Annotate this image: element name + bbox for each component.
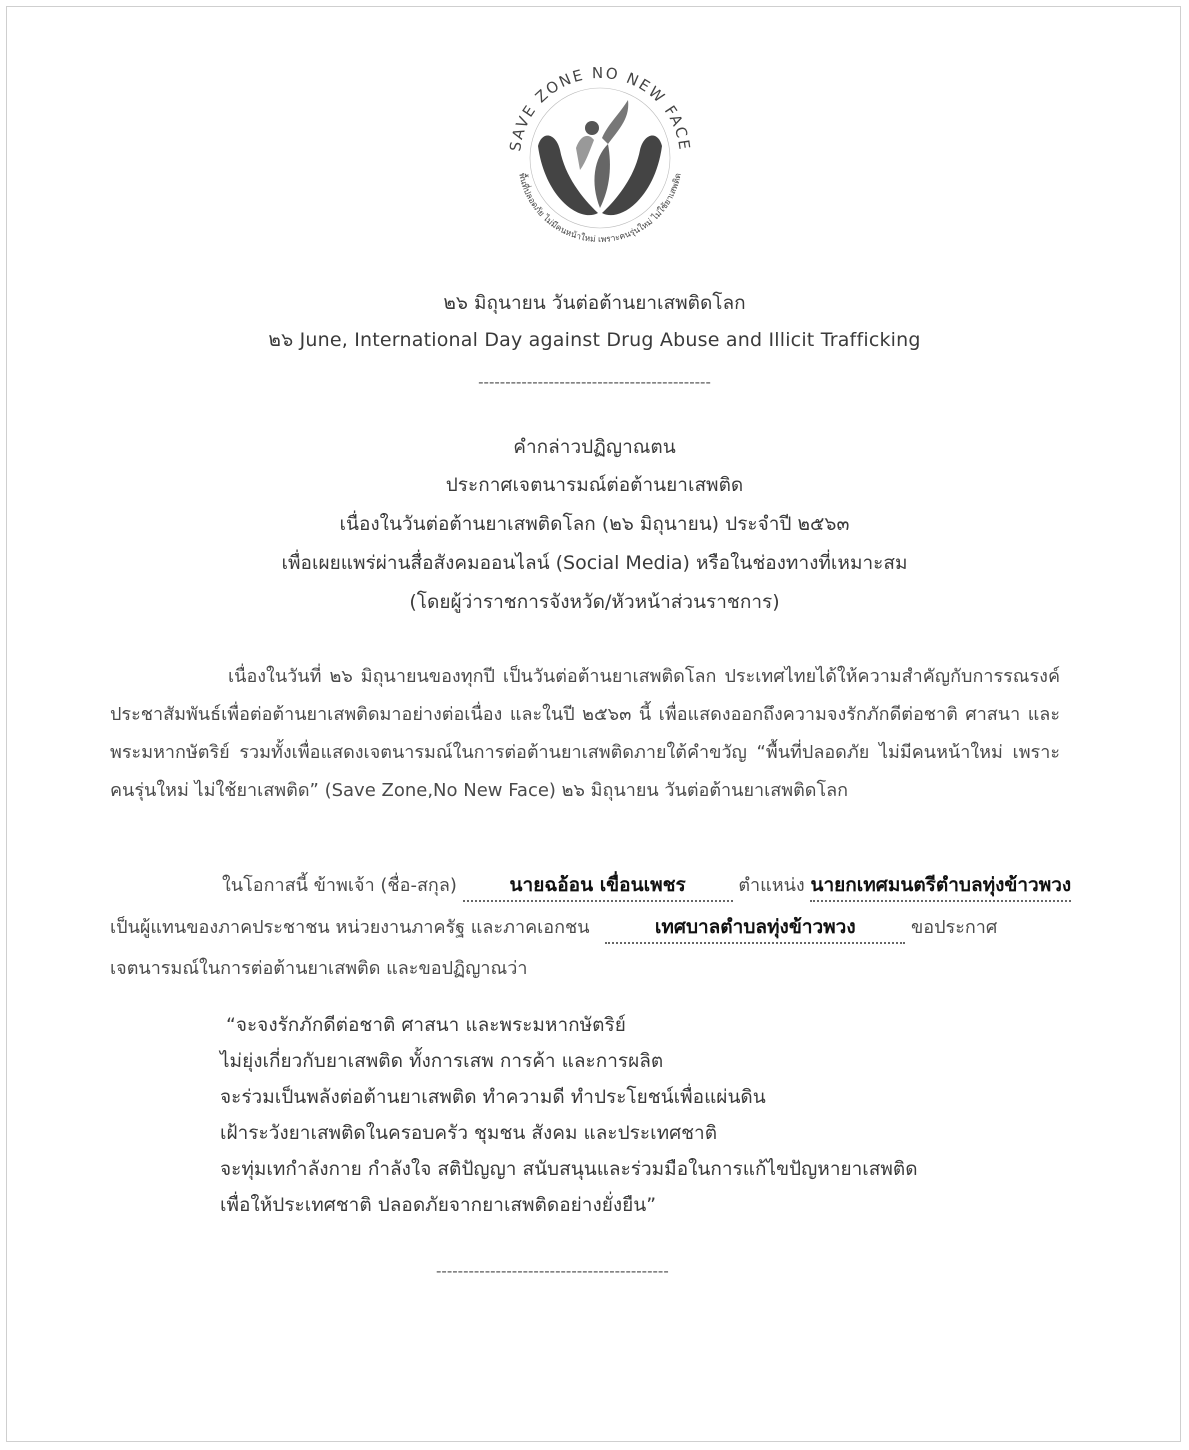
heading-line-5: (โดยผู้ว่าราชการจังหวัด/หัวหน้าส่วนราชการ) (409, 591, 780, 613)
save-zone-logo (490, 58, 710, 248)
org-value: เทศบาลตำบลทุ่งข้าวพวง (654, 916, 856, 938)
position-field (810, 870, 1071, 902)
heading-line-4: เพื่อเผยแพร่ผ่านสื่อสังคมออนไลน์ (Social Media) หรือในช่องทางที่เหมาะสม (281, 552, 908, 574)
position-label: ตำแหน่ง (738, 875, 805, 896)
title-thai: ๒๖ มิถุนายน วันต่อต้านยาเสพติดโลก (443, 292, 746, 314)
representative-label: เป็นผู้แทนของภาคประชาชน หน่วยงานภาครัฐ และภาคเอกชน (110, 917, 590, 938)
heading-line-2: ประกาศเจตนารมณ์ต่อต้านยาเสพติด (445, 474, 744, 496)
pledge-line-2: ไม่ยุ่งเกี่ยวกับยาเสพติด ทั้งการเสพ การค้า และการผลิต (220, 1050, 664, 1072)
pledge-line-5: จะทุ่มเทกำลังกาย กำลังใจ สติปัญญา สนับสนุนและร่วมมือในการแก้ไขปัญหายาเสพติด (220, 1158, 918, 1180)
declare-label: ขอประกาศ (910, 917, 998, 938)
heading-line-1: คำกล่าวปฏิญาณตน (513, 436, 676, 458)
pledge-line-6: เพื่อให้ประเทศชาติ ปลอดภัยจากยาเสพติดอย่างยั่งยืน” (220, 1194, 657, 1216)
name-label: ในโอกาสนี้ ข้าพเจ้า (ชื่อ-สกุล) (222, 875, 457, 896)
heading-line-3: เนื่องในวันต่อต้านยาเสพติดโลก (๒๖ มิถุนายน) ประจำปี ๒๕๖๓ (339, 513, 850, 535)
separator-top: ------------------------------------------- (478, 373, 711, 391)
form-line-3: เจตนารมณ์ในการต่อต้านยาเสพติด และขอปฏิญาณว่า (110, 958, 528, 979)
intro-paragraph: เนื่องในวันที่ ๒๖ มิถุนายนของทุกปี เป็นวันต่อต้านยาเสพติดโลก ประเทศไทยได้ให้ความสำคัญกับการรณรงค์ประชาสัมพันธ์เพื่อต่อต้านยาเสพติดมาอย่างต่อเนื่อง และในปี ๒๕๖๓ นี้ เพื่อแสดงออกถึงความจงรักภักดีต่อชาติ ศาสนา และพระมหากษัตริย์ รวมทั้งเพื่อแสดงเจตนารมณ์ในการต่อต้านยาเสพติดภายใต้คำขวัญ “พื้นที่ปลอดภัย ไม่มีคนหน้าใหม่ เพราะคนรุ่นใหม่ ไม่ใช้ยาเสพติด” (Save Zone,No New Face) ๒๖ มิถุนายน วันต่อต้านยาเสพติดโลก (110, 666, 1060, 801)
name-value: นายฉอ้อน เขื่อนเพชร (509, 874, 686, 896)
org-field (605, 912, 905, 944)
form-line-1 (222, 870, 1071, 902)
pledge-line-1: “จะจงรักภักดีต่อชาติ ศาสนา และพระมหากษัตริย์ (226, 1014, 626, 1036)
svg-text:SAVE ZONE NO NEW FACE (506, 64, 694, 153)
logo-arc-text: SAVE ZONE NO NEW FACE (506, 63, 694, 153)
pledge-line-3: จะร่วมเป็นพลังต่อต้านยาเสพติด ทำความดี ทำประโยชน์เพื่อแผ่นดิน (220, 1086, 766, 1108)
name-field (463, 870, 733, 902)
position-value: นายกเทศมนตรีตำบลทุ่งข้าวพวง (810, 874, 1072, 896)
pledge-line-4: เฝ้าระวังยาเสพติดในครอบครัว ชุมชน สังคม และประเทศชาติ (220, 1122, 718, 1144)
separator-bottom: ------------------------------------------- (436, 1262, 669, 1280)
title-english: ๒๖ June, International Day against Drug Abuse and Illicit Trafficking (268, 329, 921, 351)
form-line-2 (110, 912, 997, 944)
logo-bottom-text: พื้นที่ปลอดภัย ไม่มีคนหน้าใหม่ เพราะคนรุ่นใหม่ ไม่ใช้ยาเสพติด (516, 172, 684, 246)
